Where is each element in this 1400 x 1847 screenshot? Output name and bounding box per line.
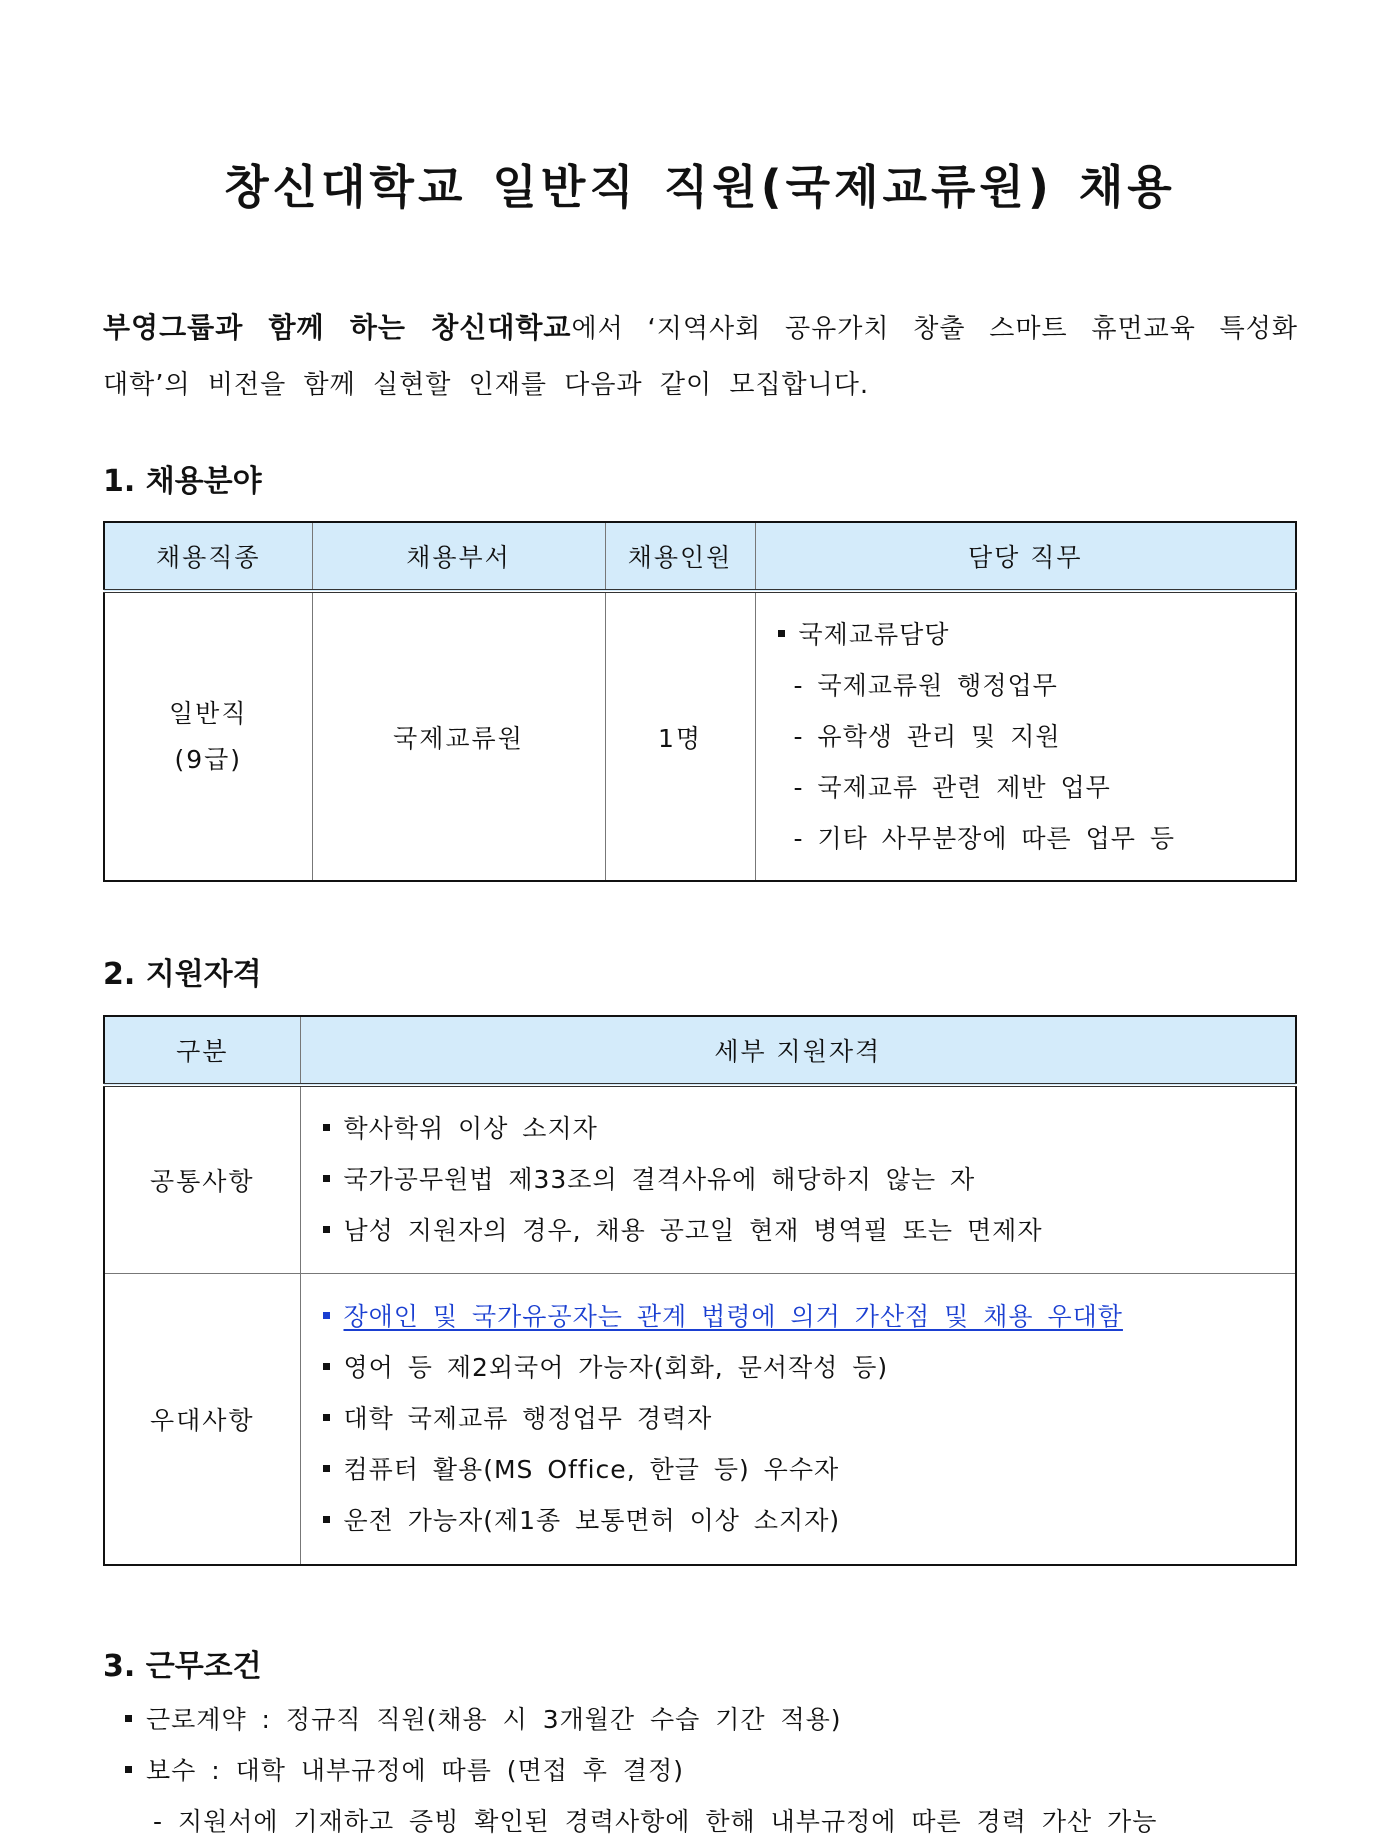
preference-item-link[interactable] [323, 1291, 1296, 1342]
page-title: 창신대학교 일반직 직원(국제교류원) 채용 [224, 160, 1176, 214]
duty-item: - 국제교류 관련 제반 업무 [793, 773, 1111, 802]
bullet-square-icon [323, 1363, 330, 1370]
preference-link[interactable]: 장애인 및 국가유공자는 관계 법령에 의거 가산점 및 채용 우대함 [343, 1302, 1123, 1332]
condition-pay-text: 보수 : 대학 내부규정에 따름 (면접 후 결정) [146, 1756, 684, 1785]
cell-common-items [300, 1085, 1296, 1273]
preference-item-text: 대학 국제교류 행정업무 경력자 [343, 1404, 713, 1434]
cell-duties [755, 591, 1296, 881]
bullet-square-icon [125, 1766, 132, 1773]
bullet-square-icon [323, 1516, 330, 1523]
section-heading-recruitment: 1. 채용분야 [103, 464, 262, 499]
condition-pay-note: - 지원서에 기재하고 증빙 확인된 경력사항에 한해 내부규정에 따른 경력 가산 가능 [153, 1807, 1158, 1836]
duty-main-text: 국제교류담당 [798, 620, 950, 649]
preference-item [323, 1444, 1296, 1495]
common-item-text: 남성 지원자의 경우, 채용 공고일 현재 병역필 또는 면제자 [343, 1216, 1043, 1246]
cell-preference-items [300, 1273, 1296, 1565]
condition-pay [125, 1745, 1305, 1796]
common-item [323, 1154, 1296, 1205]
preference-item [323, 1495, 1296, 1546]
header-duties: 담당 직무 [755, 522, 1296, 591]
bullet-square-icon [778, 630, 785, 637]
preference-item-text: 영어 등 제2외국어 가능자(회화, 문서작성 등) [343, 1353, 889, 1383]
condition-contract-text: 근로계약 : 정규직 직원(채용 시 3개월간 수습 기간 적용) [146, 1705, 842, 1734]
preference-item-text: 운전 가능자(제1종 보통면허 이상 소지자) [343, 1506, 841, 1536]
bullet-square-icon [323, 1312, 330, 1319]
cell-preference-label: 우대사항 [104, 1273, 300, 1565]
bullet-square-icon [323, 1124, 330, 1131]
recruitment-table [103, 521, 1297, 882]
bullet-square-icon [323, 1465, 330, 1472]
intro-line-2: 대학’의 비전을 함께 실현할 인재를 다음과 같이 모집합니다. [103, 370, 870, 400]
header-category: 구분 [104, 1016, 300, 1085]
qualifications-table [103, 1015, 1297, 1566]
cell-job-type [104, 591, 312, 881]
preference-item [323, 1393, 1296, 1444]
cell-department: 국제교류원 [312, 591, 605, 881]
bullet-square-icon [323, 1226, 330, 1233]
intro-paragraph [103, 300, 1303, 413]
common-item [323, 1103, 1296, 1154]
condition-contract [125, 1694, 1305, 1745]
duty-item: - 기타 사무분장에 따른 업무 등 [793, 824, 1176, 853]
duty-item: - 유학생 관리 및 지원 [793, 722, 1061, 751]
header-department: 채용부서 [312, 522, 605, 591]
job-type: 일반직 [169, 698, 248, 728]
conditions-list [125, 1694, 1305, 1847]
preference-item-text: 컴퓨터 활용(MS Office, 한글 등) 우수자 [343, 1455, 840, 1485]
job-grade: (9급) [174, 744, 243, 774]
preference-item [323, 1342, 1296, 1393]
section-heading-conditions: 3. 근무조건 [103, 1649, 262, 1684]
header-job-type: 채용직종 [104, 522, 312, 591]
bullet-square-icon [323, 1175, 330, 1182]
header-count: 채용인원 [605, 522, 755, 591]
common-item-text: 학사학위 이상 소지자 [343, 1114, 598, 1144]
header-details: 세부 지원자격 [300, 1016, 1296, 1085]
cell-common-label: 공통사항 [104, 1085, 300, 1273]
common-item-text: 국가공무원법 제33조의 결격사유에 해당하지 않는 자 [343, 1165, 976, 1195]
cell-count: 1명 [605, 591, 755, 881]
bullet-square-icon [125, 1715, 132, 1722]
intro-text-1: 에서 ‘지역사회 공유가치 창출 스마트 휴먼교육 특성화 [571, 314, 1299, 344]
common-item [323, 1205, 1296, 1256]
duty-main [778, 609, 1296, 660]
bullet-square-icon [323, 1414, 330, 1421]
duty-item: - 국제교류원 행정업무 [793, 671, 1058, 700]
intro-emphasis: 부영그룹과 함께 하는 창신대학교 [103, 311, 572, 344]
section-heading-qualifications: 2. 지원자격 [103, 957, 262, 992]
intro-line-1 [103, 300, 1298, 357]
